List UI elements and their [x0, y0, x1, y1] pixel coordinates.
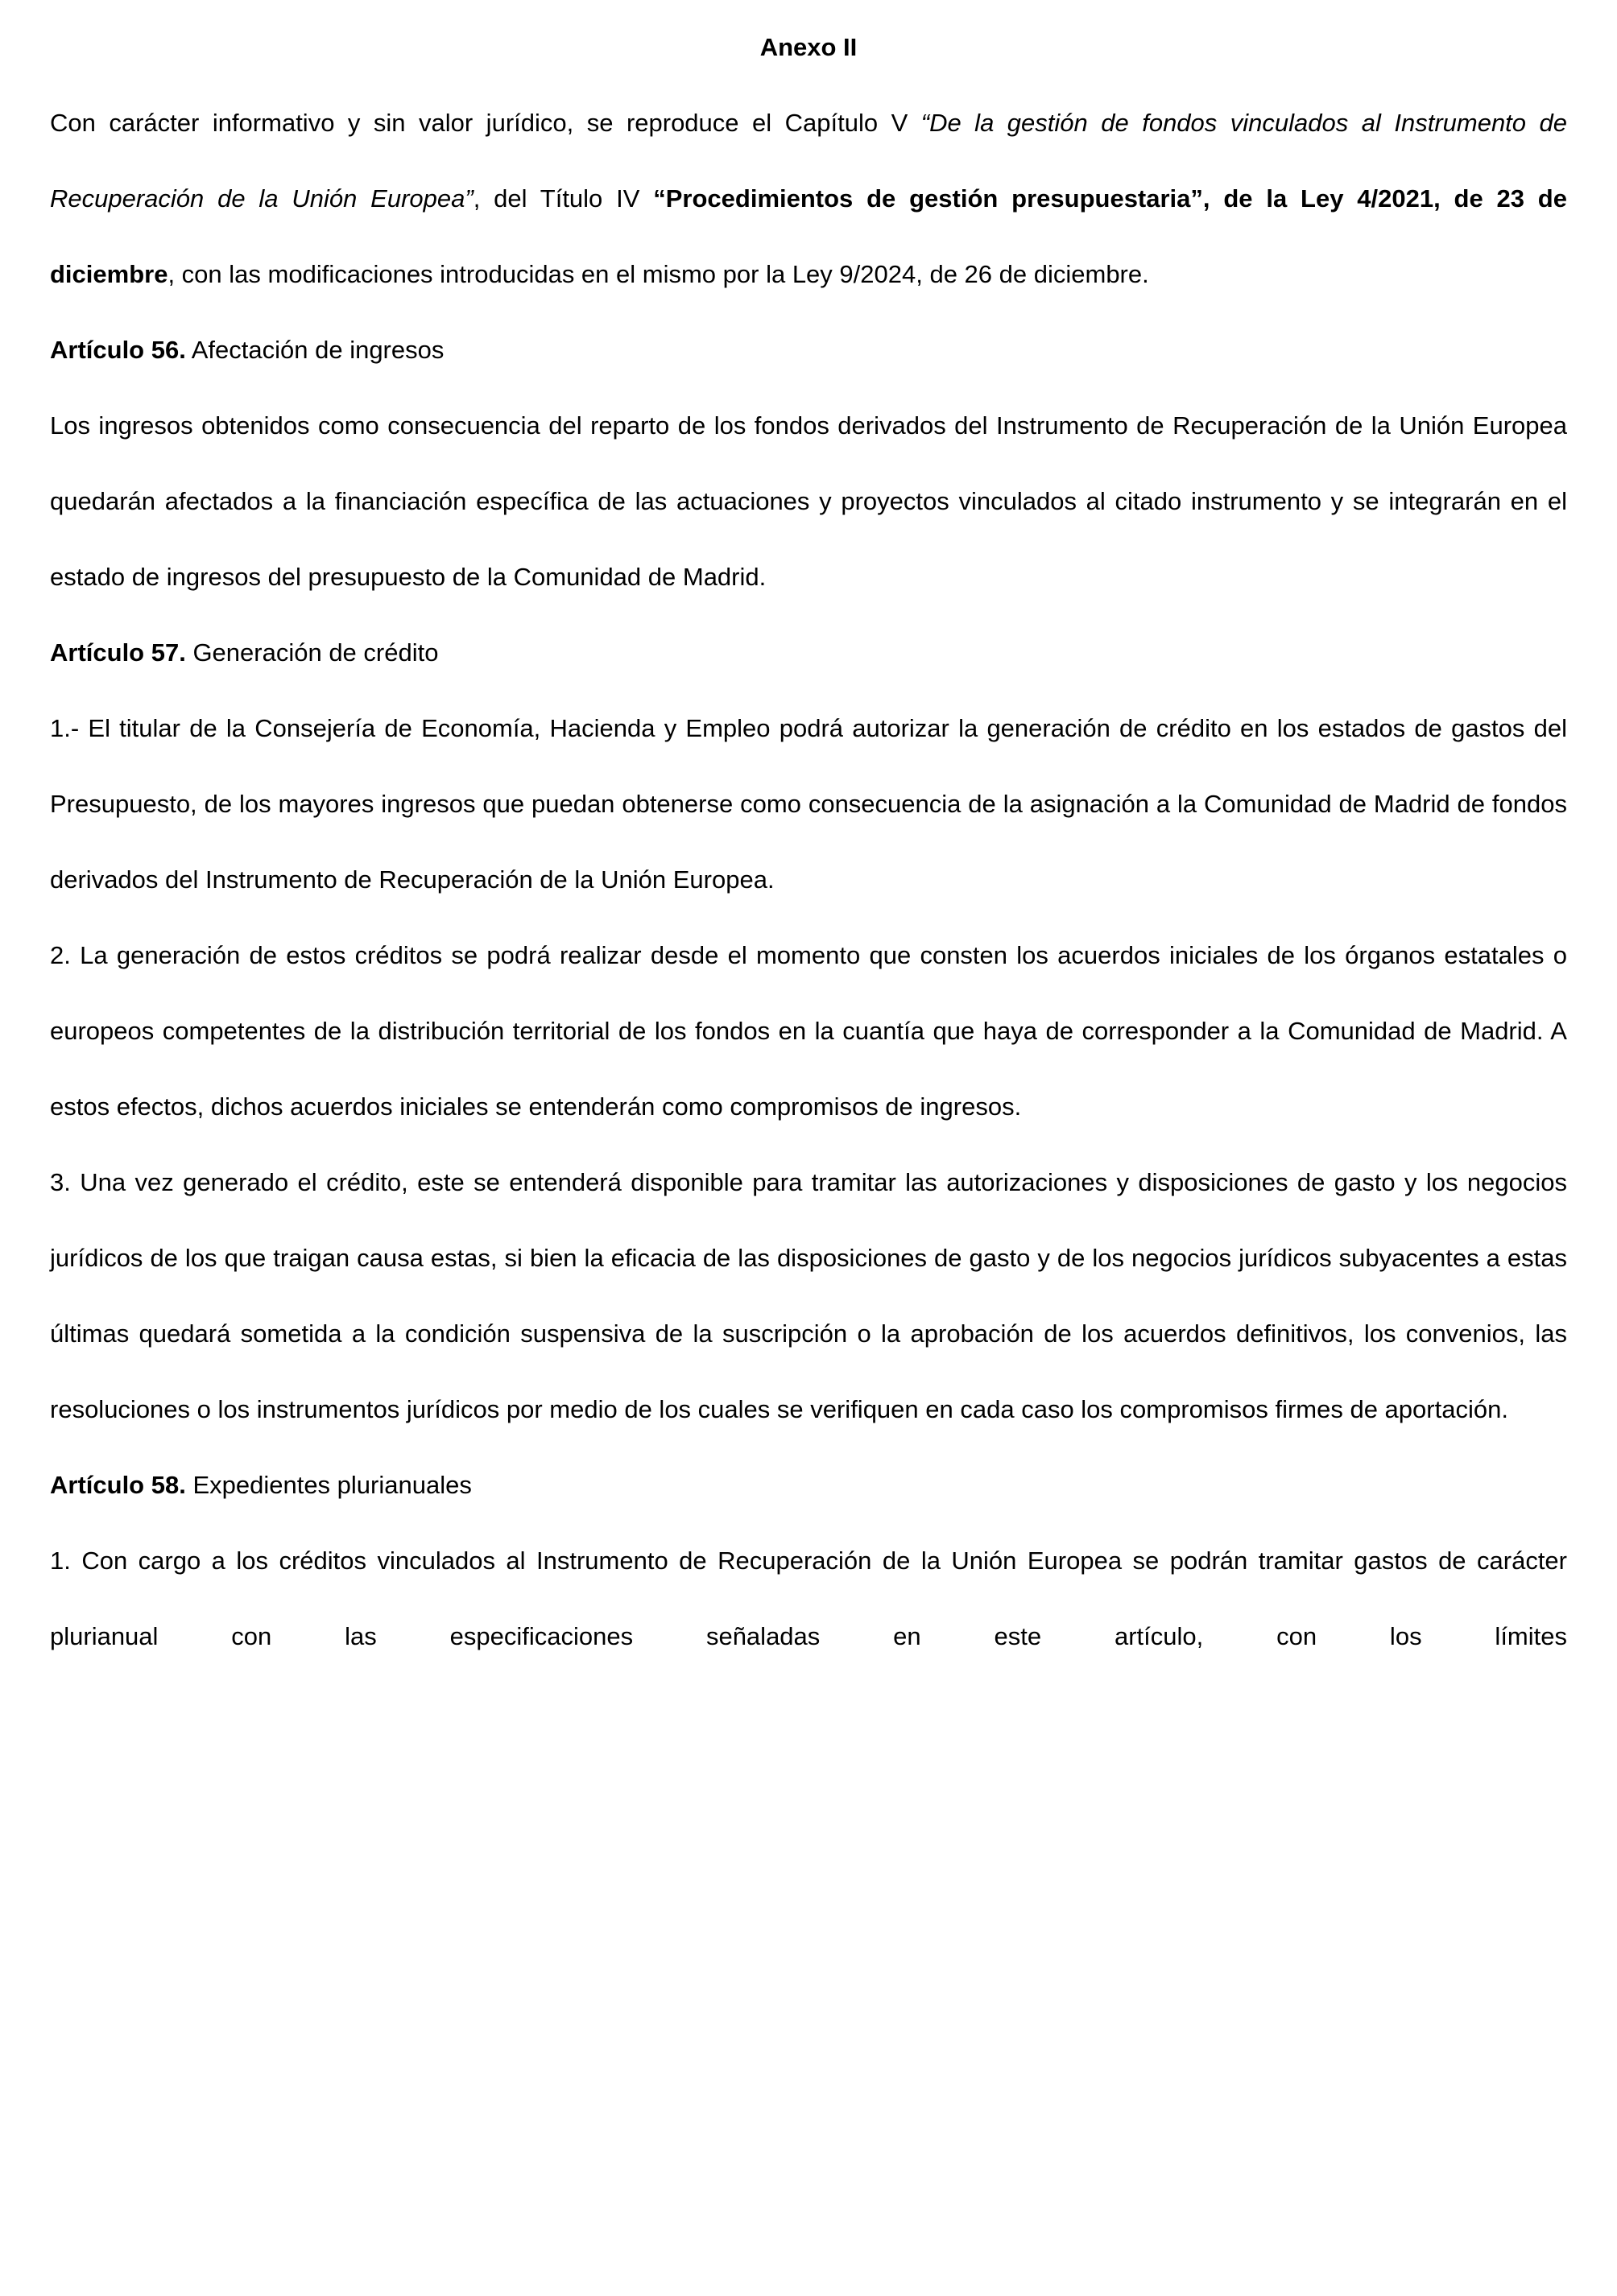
article-57-paragraph-1: 1.- El titular de la Consejería de Economía, Hacienda y Empleo podrá autorizar la generación de crédito en los estados de gastos del Presupuesto, de los mayores ingresos que puedan obtenerse como consecuencia de la asignación a la Comunidad de Madrid de fondos derivados del Instrumento de Recuperación de la Unión Europea.: [50, 714, 1567, 894]
article-57-title: Generación de crédito: [185, 638, 439, 667]
article-56-number: Artículo 56.: [50, 336, 186, 364]
article-57-number: Artículo 57.: [50, 638, 186, 667]
article-58-title: Expedientes plurianuales: [185, 1471, 472, 1499]
intro-run-italic: “De la gestión de fondos vinculados al Instrumento de Recuperación de la Unión Europea”: [50, 109, 1568, 213]
intro-run-plain-2: , del Título IV: [473, 184, 654, 213]
article-57-paragraph-3: 3. Una vez generado el crédito, este se entenderá disponible para tramitar las autorizaciones y disposiciones de gasto y los negocios jurídicos de los que traigan causa estas, si bien la eficacia de las disposiciones de gasto y de los negocios jurídicos subyacentes a estas últimas quedará sometida a la condición suspensiva de la suscripción o la aprobación de los acuerdos definitivos, los convenios, las resoluciones o los instrumentos jurídicos por medio de los cuales se verifiquen en cada caso los compromisos firmes de aportación.: [50, 1168, 1567, 1423]
intro-run-plain-1: Con carácter informativo y sin valor jurídico, se reproduce el Capítulo V: [50, 109, 921, 137]
article-56-title: Afectación de ingresos: [185, 336, 445, 364]
article-56-paragraph-1: Los ingresos obtenidos como consecuencia del reparto de los fondos derivados del Instrumento de Recuperación de la Unión Europea quedarán afectados a la financiación específica de las actuaciones y proyectos vinculados al citado instrumento y se integrarán en el estado de ingresos del presupuesto de la Comunidad de Madrid.: [50, 411, 1567, 591]
intro-run-bold: “Procedimientos de gestión presupuestaria”, de la Ley 4/2021, de 23 de diciembre: [50, 184, 1567, 288]
document-title: Anexo II: [759, 33, 858, 61]
article-57-paragraph-2: 2. La generación de estos créditos se podrá realizar desde el momento que consten los acuerdos iniciales de los órganos estatales o europeos competentes de la distribución territorial de los fondos en la cuantía que haya de corresponder a la Comunidad de Madrid. A estos efectos, dichos acuerdos iniciales se entenderán como compromisos de ingresos.: [50, 941, 1567, 1121]
article-58-heading: [50, 1447, 1567, 1523]
article-58-paragraph-1: 1. Con cargo a los créditos vinculados al Instrumento de Recuperación de la Unión Europea se podrán tramitar gastos de carácter plurianual con las especificaciones señaladas en este artículo, con los límites: [50, 1546, 1567, 1650]
article-56-heading: [50, 312, 1567, 388]
intro-paragraph: [50, 85, 1567, 312]
intro-run-plain-3: , con las modificaciones introducidas en el mismo por la Ley 9/2024, de 26 de diciembre.: [167, 260, 1149, 288]
article-58-number: Artículo 58.: [50, 1471, 186, 1499]
article-57-heading: [50, 615, 1567, 691]
